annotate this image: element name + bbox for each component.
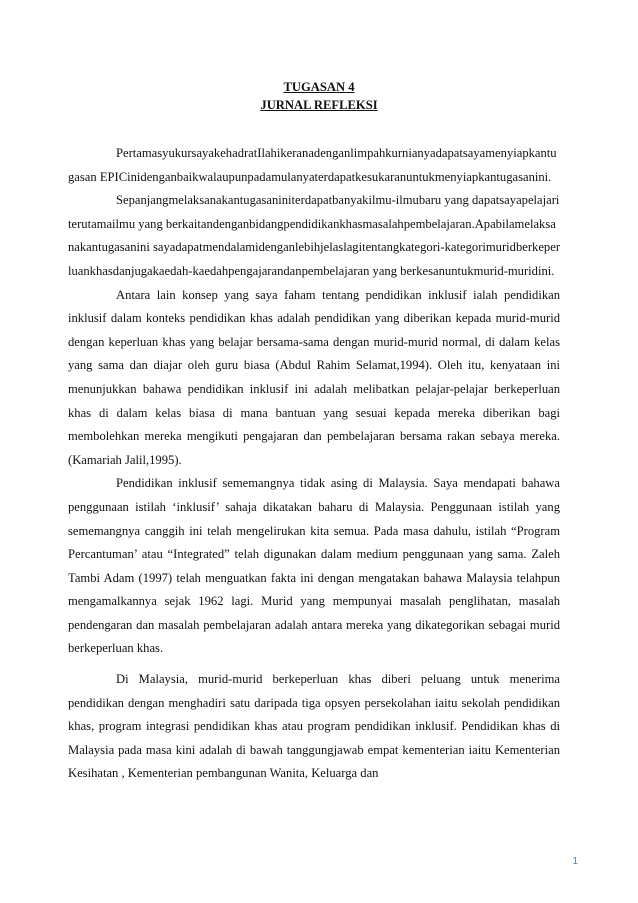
document-body (68, 142, 560, 786)
paragraph-5: Di Malaysia, murid-murid berkeperluan khas diberi peluang untuk menerima pendidikan dengan menghadiri satu daripada tiga opsyen persekolahan iaitu sekolah pendidikan khas, program integrasi pendidikan khas atau program pendidikan inklusif. Pendidikan khas di Malaysia pada masa kini adalah di bawah tanggungjawab empat kementerian iaitu Kementerian Kesihatan , Kementerian pembangunan Wanita, Keluarga dan (68, 672, 560, 781)
paragraph-4: Pendidikan inklusif sememangnya tidak asing di Malaysia. Saya mendapati bahawa penggunaan istilah ‘inklusif’ sahaja dikatakan baharu di Malaysia. Penggunaan istilah yang sememangnya canggih ini telah mengelirukan kita semua. Pada masa dahulu, istilah “Program Percantuman’ atau “Integrated” telah digunakan dalam medium penggunaan yang sama. Zaleh Tambi Adam (1997) telah menguatkan fakta ini dengan mengatakan bahawa Malaysia telahpun mengamalkannya sejak 1962 lagi. Murid yang mempunyai masalah penglihatan, masalah pendengaran dan masalah pembelajaran adalah antara mereka yang dikategorikan sebagai murid berkeperluan khas. (68, 476, 560, 656)
document-subtitle: JURNAL REFLEKSI (260, 98, 378, 112)
paragraph-2: Sepanjangmelaksanakantugasaniniterdapatbanyakilmu-ilmubaru yang dapatsayapelajariterutamailmu yang berkaitandenganbidangpendidikankhasmasalahpembelajaran.Apabilamelaksanakantugasanini sayadapatmendalamidenganlebihjelaslagitentangkategori-kategorimuridberkeperluankhasdanjugakaedah-kaedahpengajarandanpembelajaran yang berkesanuntukmurid-muridini. (68, 193, 561, 278)
page-number: 1 (572, 856, 578, 867)
paragraph-3: Antara lain konsep yang saya faham tentang pendidikan inklusif ialah pendidikan inklusif dalam konteks pendidikan khas adalah pendidikan yang diberikan kepada murid-murid dengan keperluan khas yang belajar bersama-sama dengan murid-murid normal, di dalam kelas yang sama dan diajar oleh guru biasa (Abdul Rahim Selamat,1994). Oleh itu, kenyataan ini menunjukkan bahawa pendidikan inklusif ini adalah melibatkan pelajar-pelajar berkeperluan khas di dalam kelas biasa di mana bantuan yang sesuai kepada mereka diberikan bagi membolehkan mereka mengikuti pengajaran dan pembelajaran bersama rakan sebaya mereka. (Kamariah Jalil,1995). (68, 287, 560, 467)
document-title: TUGASAN 4 (283, 80, 355, 94)
paragraph-1: PertamasyukursayakehadratIlahikeranadenganlimpahkurnianyadapatsayamenyiapkantugasan EPICinidenganbaikwalaupunpadamulanyaterdapatkesukaranuntukmenyiapkantugasanini. (68, 146, 557, 184)
